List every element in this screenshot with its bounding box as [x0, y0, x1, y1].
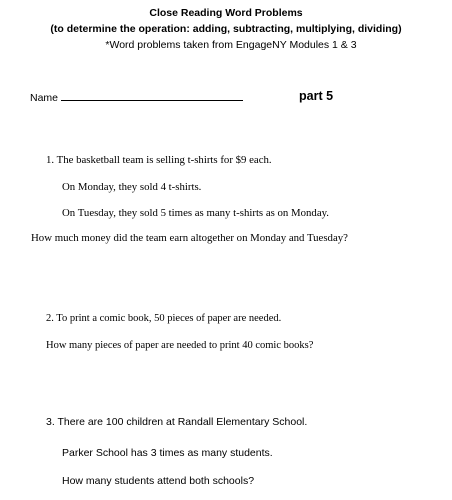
name-blank-line[interactable]	[61, 100, 243, 101]
worksheet-title: Close Reading Word Problems	[149, 7, 303, 19]
source-note: *Word problems taken from EngageNY Modules 1 & 3	[105, 39, 357, 51]
problem-3-detail: Parker School has 3 times as many students.	[62, 447, 273, 459]
problem-2-question: 2. To print a comic book, 50 pieces of paper are needed.	[46, 313, 282, 324]
problem-1-detail: On Tuesday, they sold 5 times as many t-shirts as on Monday.	[62, 207, 330, 219]
problem-1-prompt: How much money did the team earn altogether on Monday and Tuesday?	[31, 232, 348, 244]
problem-2-prompt: How many pieces of paper are needed to print 40 comic books?	[46, 340, 314, 351]
part-label: part 5	[299, 89, 334, 103]
problem-3-question: 3. There are 100 children at Randall Elementary School.	[46, 416, 308, 428]
name-label: Name	[30, 92, 59, 104]
problem-3-prompt: How many students attend both schools?	[62, 475, 255, 487]
problem-1-detail: On Monday, they sold 4 t-shirts.	[62, 181, 202, 193]
worksheet-subtitle: (to determine the operation: adding, subtracting, multiplying, dividing)	[50, 23, 402, 35]
problem-1-question: 1. The basketball team is selling t-shirts for $9 each.	[46, 154, 272, 166]
